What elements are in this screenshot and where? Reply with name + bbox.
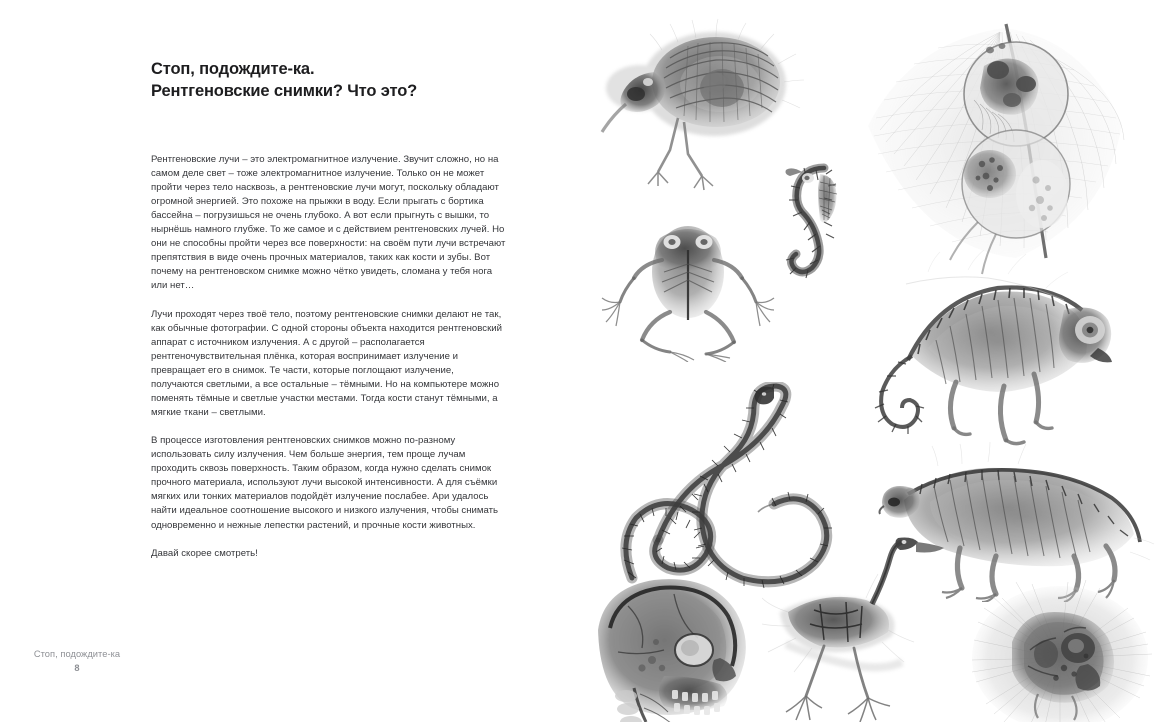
frog-xray	[598, 216, 778, 362]
page-number: 8	[74, 663, 80, 673]
chameleon-xray	[828, 244, 1114, 456]
body-paragraph-3: В процессе изготовления рентгеновских снимков можно по-разному использовать силу излучения. Чем больше энергия, тем проще лучам проходить сквозь поверхность. Таким образом, когда нужно сделать снимок прочного материала, используют лучи высокой интенсивности. А для съёмки мягких или тонких материалов подойдёт излучение послабее. Ари удалось найти идеальное соотношение высокого и низкого излучения, чтобы снимать одновременно и нежные лепестки растений, и прочные кости животных.	[151, 435, 499, 531]
human-skull-xray	[568, 572, 768, 722]
illustration-plate	[582, 0, 1164, 722]
heron-bird-xray	[762, 532, 948, 722]
body-paragraph-4: Давай скорее смотреть!	[151, 547, 258, 559]
page-title-line-1: Стоп, подождите-ка.	[151, 60, 315, 78]
running-title: Стоп, подождите-ка	[33, 649, 121, 659]
hedgehog-xray	[968, 578, 1154, 722]
page-footer	[18, 648, 136, 675]
page-title	[151, 58, 511, 102]
body-paragraph-2: Лучи проходят через твоё тело, поэтому рентгеновские снимки делают не так, как обычные фотографии. С одной стороны объекта находится рентгеновский аппарат с источником излучения. А с другой – располагается рентгеночувствительная плёнка, которая воспринимает излучение и превращает его в снимок. Те части, которые поглощают излучение, получаются светлыми, а все остальные – тёмными. Но на компьютере можно поменять тёмные и светлые участки местами. Тогда кости станут тёмными, а мягкие ткани – светлыми.	[151, 308, 503, 418]
stingray-xray	[840, 8, 1140, 278]
body-paragraph-1: Рентгеновские лучи – это электромагнитное излучение. Звучит сложно, но на самом деле свет – тоже электромагнитное излучение. Только он не может пройти через тело насквозь, а рентгеновские лучи могут, поскольку обладают огромной энергией. Это похоже на прыжки в воду. Если прыгать с бортика бассейна – погрузишься не очень глубоко. А вот если прыгнуть с вышки, то нырнёшь намного глубже. То же самое и с действием рентгеновских лучей. Но они не способны пройти через все поверхности: на своём пути лучи встречают препятствия в виде очень прочных материалов, таких как кости и зубы. Вот почему на рентгеновском снимке можно чётко увидеть, сломана у тебя нога или нет…	[151, 154, 506, 292]
body-text-column	[151, 153, 507, 561]
page-title-line-2: Рентгеновские снимки? Что это?	[151, 82, 418, 100]
